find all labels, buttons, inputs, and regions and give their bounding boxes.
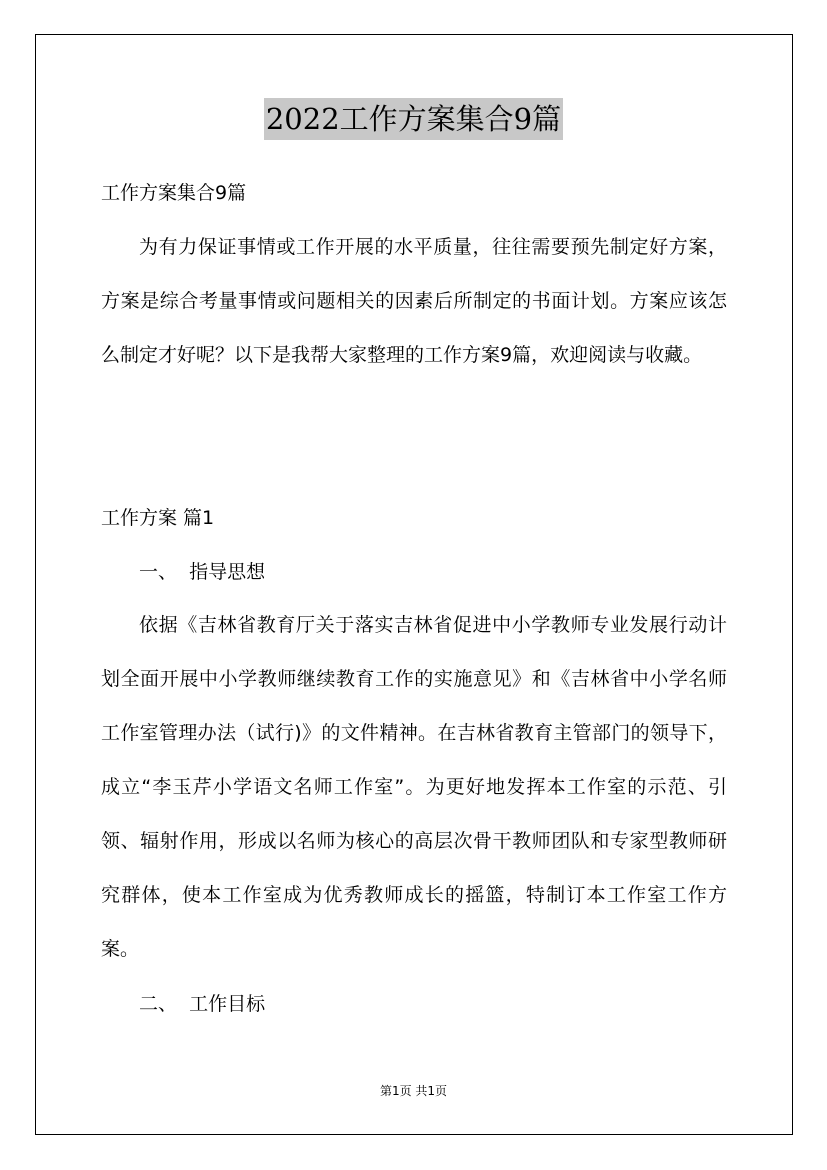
item1-body: 依据《吉林省教育厅关于落实吉林省促进中小学教师专业发展行动计划全面开展中小学教师继续教育工作的实施意见》和《吉林省中小学名师工作室管理办法（试行)》的文件精神。在吉林省教育主管部门的领导下，成立“李玉芹小学语文名师工作室”。为更好地发挥本工作室的示范、引领、辐射作用，形成以名师为核心的高层次骨干教师团队和专家型教师研究群体，使本工作室成为优秀教师成长的摇篮，特制订本工作室工作方案。	[101, 614, 727, 960]
document-subtitle: 工作方案集合9篇	[101, 182, 247, 204]
section-heading: 工作方案 篇1	[101, 507, 215, 529]
intro-paragraph: 为有力保证事情或工作开展的水平质量，往往需要预先制定好方案，方案是综合考量事情或问题相关的因素后所制定的书面计划。方案应该怎么制定才好呢？以下是我帮大家整理的工作方案9篇，欢迎阅读与收藏。	[101, 236, 727, 366]
item2-heading: 二、 工作目标	[139, 993, 266, 1015]
document-title: 2022工作方案集合9篇	[264, 98, 563, 140]
page-footer: 第1页 共1页	[379, 1084, 448, 1098]
item1-heading: 一、 指导思想	[139, 561, 266, 583]
document-title-wrapper	[0, 98, 827, 140]
